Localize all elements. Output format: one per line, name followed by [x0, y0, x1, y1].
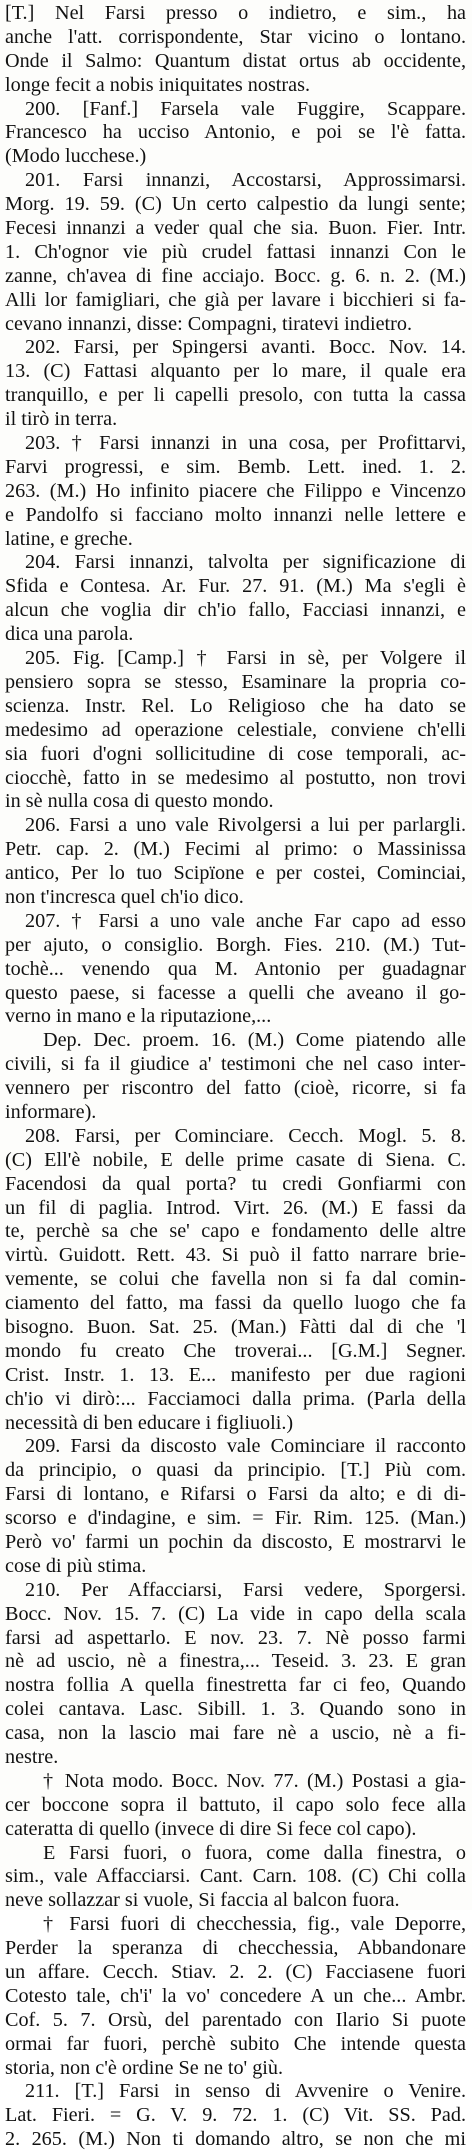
text-line: ciocchè, fatto in se medesimo al postutto, non trovi [5, 766, 466, 789]
text-line: 210. Per Affacciarsi, Farsi vedere, Sporgersi. [25, 1578, 466, 1601]
text-line: vemente, se colui che favella non si fa dal comin- [5, 1268, 466, 1291]
text-line: colei cantava. Lasc. Sibill. 1. 3. Quando sono in [5, 1698, 466, 1721]
text-line: 263. (M.) Ho infinito piacere che Filippo e Vincenzo [5, 479, 466, 502]
text-line: alcun che voglia dir ch'io fallo, Facciasi innanzi, e [5, 599, 466, 622]
text-line: 204. Farsi innanzi, talvolta per significazione di [25, 551, 466, 574]
text-line: da principio, o quasi da principio. [T.] Più com. [5, 1459, 466, 1482]
text-line: zanne, ch'avea di fine acciajo. Bocc. g. 6. n. 2. (M.) [5, 264, 466, 287]
text-line: bisogno. Buon. Sat. 25. (Man.) Fàtti dal di che 'l [5, 1315, 466, 1338]
text-line: 202. Farsi, per Spingersi avanti. Bocc. Nov. 14. [25, 336, 466, 359]
text-line: vennero per riscontro del fatto (cioè, ricorre, si fa [5, 1077, 466, 1100]
text-line: sim., vale Affacciarsi. Cant. Carn. 108. (C) Chi colla [5, 1865, 466, 1888]
text-line: (C) Ell'è nobile, E delle prime casate di Siena. C. [5, 1148, 466, 1171]
text-line: scienza. Instr. Rel. Lo Religioso che ha dato se [5, 694, 466, 717]
text-line: cevano innanzi, disse: Compagni, tiratevi indietro. [5, 312, 413, 335]
text-line: Petr. cap. 2. (M.) Fecimi al primo: o Massinissa [5, 838, 466, 861]
text-line: virtù. Guidott. Rett. 43. Si può il fatto narrare brie- [5, 1244, 466, 1267]
text-line: verno in mano e la riputazione,... [5, 1005, 272, 1028]
text-line: sia fuori d'ogni sollicitudine di cose temporali, ac- [5, 742, 466, 765]
text-line: civili, si fa il giudice a' testimoni che nel caso inter- [5, 1053, 466, 1076]
text-line: ciamento del fatto, ma fassi da quello luogo che fa [5, 1292, 466, 1315]
text-line: Lat. Fieri. = G. V. 9. 72. 1. (C) Vit. SS. Pad. [5, 2104, 466, 2127]
text-line: e Pandolfo si facciano molto innanzi nelle lettere e [5, 503, 466, 526]
text-line: Cotesto tale, ch'i' la vo' concedere A un che... Ambr. [5, 1984, 466, 2007]
text-line: ormai far fuori, perchè subito Che intende questa [5, 2032, 466, 2055]
text-line: Crist. Instr. 1. 13. E... manifesto per due ragioni [5, 1363, 466, 1386]
text-line: casa, non la lascio mai fare nè a uscio, nè a fi- [5, 1722, 466, 1745]
text-line: scorso e d'indagine, e sim. = Fir. Rim. 125. (Man.) [5, 1507, 466, 1530]
text-line: questo paese, si facesse a quelli che aveano il go- [5, 981, 466, 1004]
text-line: il tirò in terra. [5, 408, 118, 431]
text-line: necessità di ben educare i figliuoli.) [5, 1411, 294, 1434]
text-line: cer boccone sopra il battuto, il capo solo fece alla [5, 1793, 466, 1816]
text-line: E Farsi fuori, o fuora, come dalla finestra, o [43, 1841, 466, 1864]
text-line: (Modo lucchese.) [5, 145, 147, 168]
text-line: cateratta di quello (invece di dire Si fece col capo). [5, 1817, 417, 1840]
text-line: dica una parola. [5, 623, 134, 646]
text-line: Farsi di lontano, e Rifarsi o Farsi da alto; e di di- [5, 1483, 466, 1506]
text-line: Facendosi da qual porta? tu credi Gonfiarmi con [5, 1172, 466, 1195]
text-line: informare). [5, 1100, 97, 1123]
text-line: 207. † Farsi a uno vale anche Far capo ad esso [25, 909, 466, 932]
text-line: Però vo' farmi un pochin da discosto, E mostrarvi le [5, 1531, 466, 1553]
text-line: 205. Fig. [Camp.] † Farsi in sè, per Volgere il [25, 647, 466, 670]
text-line: 201. Farsi innanzi, Accostarsi, Approssimarsi. [25, 169, 466, 192]
text-line: medesimo ad operazione celestiale, conviene ch'elli [5, 718, 466, 741]
text-line: un fil di paglia. Introd. Virt. 26. (M.) E fassi da [5, 1196, 466, 1219]
text-line: 1. Ch'ognor vie più crudel fattasi innanzi Con le [5, 240, 466, 263]
text-line: Morg. 19. 59. (C) Un certo calpestio da lungi sente; [5, 193, 466, 216]
text-line: Sfida e Contesa. Ar. Fur. 27. 91. (M.) Ma s'egli è [5, 575, 466, 598]
text-line: nestre. [5, 1746, 59, 1769]
text-line: † Nota modo. Bocc. Nov. 77. (M.) Postasi a gia- [43, 1769, 466, 1792]
text-line: neve sollazzar si vuole, Si faccia al balcon fuora. [5, 1889, 400, 1912]
text-line: farsi ad aspettarlo. E nov. 23. 7. Nè posso farmi [5, 1626, 466, 1649]
text-line: tochè... venendo qua M. Antonio per guadagnar [5, 957, 466, 980]
text-line: 2. 265. (M.) Non ti domando altro, se non che mi [5, 2128, 466, 2151]
text-line: nostra follia A quella finestretta far ci feo, Quando [5, 1674, 466, 1697]
text-line: Cof. 5. 7. Orsù, del parentado con Ilario Si puote [5, 2008, 466, 2031]
text-line: Fecesi innanzi a veder qual che sia. Buon. Fier. Intr. [5, 217, 466, 240]
text-line: † Farsi fuori di checchessia, fig., vale Deporre, [43, 1913, 466, 1936]
text-line: longe fecit a nobis iniquitates nostras. [5, 73, 310, 96]
text-line: ch'io vi dirò:... Facciamoci dalla prima. (Parla della [5, 1387, 466, 1410]
text-line: 13. (C) Fattasi alquanto per lo mare, il quale era [5, 360, 466, 383]
text-line: latine, e greche. [5, 527, 133, 550]
text-line: pensiero sopra se stesso, Esaminare la propria co- [5, 670, 466, 693]
text-line: Perder la speranza di checchessia, Abbandonare [5, 1937, 466, 1960]
text-line: anche l'att. corrispondente, Star vicino o lontano. [5, 25, 466, 48]
text-line: Farvi progressi, e sim. Bemb. Lett. ined. 1. 2. [5, 455, 466, 478]
text-line: tranquillo, e per li capelli presolo, con tutta la cassa [5, 384, 466, 407]
text-line: Francesco ha ucciso Antonio, e poi se l'è fatta. [5, 121, 466, 144]
text-line: Onde il Salmo: Quantum distat ortus ab occidente, [5, 49, 466, 72]
text-line: Bocc. Nov. 15. 7. (C) La vide in capo della scala [5, 1602, 466, 1625]
text-line: cose di più stima. [5, 1554, 147, 1577]
text-line: te, perchè sa che se' capo e fondamento delle altre [5, 1220, 466, 1243]
text-line: in sè nulla cosa di questo mondo. [5, 790, 274, 813]
text-line: Alli lor famigliari, che già per lavare i bicchieri si fa- [5, 288, 466, 311]
text-line: Dep. Dec. proem. 16. (M.) Come piatendo alle [43, 1029, 466, 1052]
text-line: 208. Farsi, per Cominciare. Cecch. Mogl. 5. 8. [25, 1124, 466, 1147]
text-line: 206. Farsi a uno vale Rivolgersi a lui per parlargli. [25, 814, 466, 837]
text-line: non t'incresca quel ch'io dico. [5, 885, 244, 908]
text-line: nè ad uscio, nè a finestra,... Teseid. 3. 23. E gran [5, 1650, 466, 1673]
text-line: 203. † Farsi innanzi in una cosa, per Profittarvi, [25, 432, 466, 455]
text-line: antico, Per lo tuo Scipïone e per costei, Cominciai, [5, 862, 466, 885]
text-line: un affare. Cecch. Stiav. 2. 2. (C) Facciasene fuori [5, 1961, 466, 1984]
text-line: mondo fu creato Che troverai... [G.M.] Segner. [5, 1339, 466, 1362]
text-line: 211. [T.] Farsi in senso di Avvenire o Venire. [25, 2080, 466, 2103]
text-line: 200. [Fanf.] Farsela vale Fuggire, Scappare. [25, 97, 466, 120]
text-line: [T.] Nel Farsi presso o indietro, e sim., ha [5, 2, 466, 24]
text-line: storia, non c'è ordine Se ne to' giù. [5, 2056, 284, 2079]
text-line: 209. Farsi da discosto vale Cominciare il racconto [25, 1435, 466, 1458]
text-line: per ajuto, o consiglio. Borgh. Fies. 210. (M.) Tut- [5, 933, 466, 956]
